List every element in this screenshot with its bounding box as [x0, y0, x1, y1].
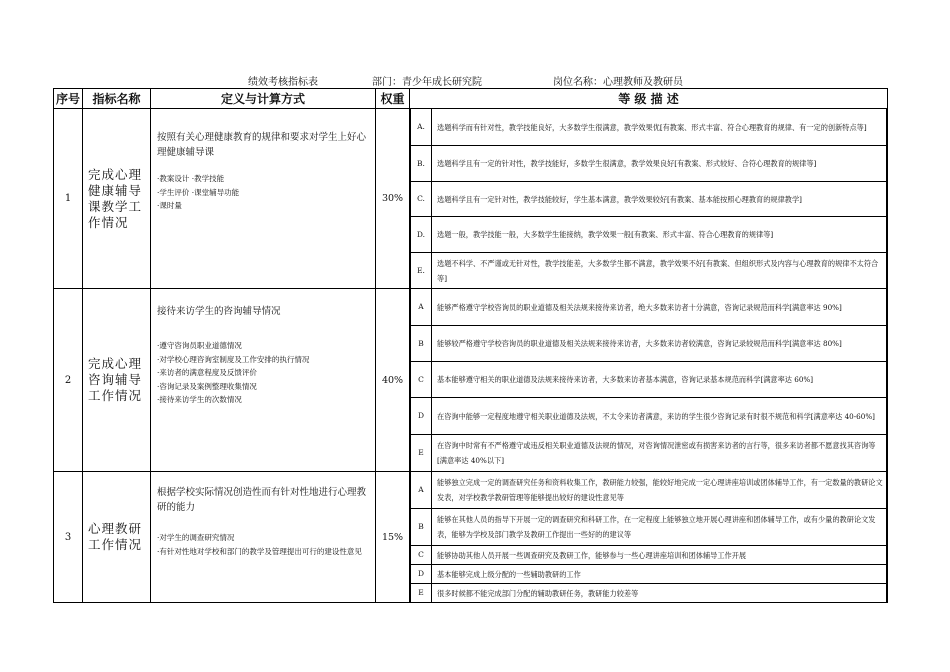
definition-item: ·教案设计 ·教学技能 [157, 174, 225, 183]
definition-item: ·有针对性地对学校和部门的教学及管理提出可行的建设性意见 [157, 546, 362, 556]
column-header-definition: 定义与计算方式 [151, 89, 376, 109]
column-header-seq: 序号 [54, 89, 83, 109]
grade-text: 选题科学且有一定针对性，教学技能较好，学生基本满意，教学效果较好[有教案、基本能按照心理教育的规律教学] [432, 181, 887, 216]
grade-row [411, 583, 887, 602]
definition-item: ·课时量 [157, 201, 182, 210]
grade-level: E. [411, 252, 432, 288]
grade-text: 能够严格遵守学校咨询员的职业道德及相关法规来接待来访者，绝大多数来访者十分满意，咨询记录规范而科学[满意率达 90%] [432, 289, 887, 325]
grade-level: C [411, 361, 432, 397]
table-row [54, 109, 888, 289]
definition-item: ·遵守咨询员职业道德情况 [157, 341, 242, 350]
definition-text: 接待来访学生的咨询辅导情况 [157, 306, 281, 317]
column-header-weight: 权重 [376, 89, 410, 109]
grade-level: C. [411, 181, 432, 216]
grade-list [410, 472, 887, 602]
weight-value: 40% [376, 289, 410, 472]
grade-row [411, 216, 887, 252]
definition-item: ·接待来访学生的次数情况 [157, 395, 242, 404]
grade-row [411, 325, 887, 361]
grade-description-cell [410, 289, 888, 472]
definition-cell [151, 109, 376, 289]
grade-level: E [411, 434, 432, 471]
kpi-table [53, 88, 888, 603]
grade-level: D [411, 397, 432, 434]
weight-value: 30% [376, 109, 410, 289]
grade-row [411, 397, 887, 434]
grade-row [411, 145, 887, 181]
grade-row [411, 434, 887, 471]
table-row [54, 289, 888, 472]
grade-text: 选题不科学、不严谨或无针对性，教学技能差，大多数学生都不满意，教学效果不好[有教案、但组织形式及内容与心理教育的规律不太符合等] [432, 252, 887, 288]
definition-item: ·对学生的调查研究情况 [157, 533, 235, 542]
definition-item: ·对学校心理咨询室制度及工作安排的执行情况 [157, 354, 310, 364]
grade-text: 能够较严格遵守学校咨询员的职业道德及相关法规来接待来访者，大多数来访者较满意，咨询记录较规范而科学[满意率达 80%] [432, 325, 887, 361]
grade-row [411, 508, 887, 545]
grade-row [411, 109, 887, 145]
grade-level: A. [411, 109, 432, 145]
grade-text: 选题一般，教学技能一般，大多数学生能接纳，教学效果一般[有教案、形式丰富、符合心理教育的规律等] [432, 216, 887, 252]
grade-level: B. [411, 145, 432, 181]
definition-text: 按照有关心理健康教育的规律和要求对学生上好心理健康辅导课 [157, 132, 367, 158]
indicator-name: 心理教研工作情况 [83, 472, 151, 603]
table-title: 绩效考核指标表 [248, 77, 318, 88]
grade-row [411, 472, 887, 508]
grade-level: B [411, 325, 432, 361]
grade-level: D [411, 564, 432, 583]
table-header-row [54, 89, 888, 109]
column-header-grades: 等 级 描 述 [410, 89, 888, 109]
definition-text: 根据学校实际情况创造性而有针对性地进行心理教研的能力 [157, 487, 367, 513]
grade-text: 很多时候都不能完成部门分配的辅助教研任务，教研能力较差等 [432, 583, 887, 602]
grade-list [410, 289, 887, 471]
grade-text: 在咨询中时常有不严格遵守或违反相关职业道德及法规的情况，对咨询情况泄密或有损害来访者的言行等，很多来访者都不愿意找其咨询等[满意率达 40%以下] [432, 434, 887, 471]
grade-level: B [411, 508, 432, 545]
grade-level: E [411, 583, 432, 602]
definition-cell [151, 289, 376, 472]
grade-description-cell [410, 472, 888, 603]
grade-text: 选题科学而有针对性，教学技能良好，大多数学生很满意，教学效果优[有教案、形式丰富、符合心理教育的规律、有一定的创新特点等] [432, 109, 887, 145]
grade-level: D. [411, 216, 432, 252]
grade-row [411, 545, 887, 564]
definition-item: ·咨询记录及案例整理收集情况 [157, 381, 257, 391]
weight-value: 15% [376, 472, 410, 603]
grade-level: A [411, 289, 432, 325]
grade-row [411, 252, 887, 288]
row-seq: 2 [54, 289, 83, 472]
row-seq: 1 [54, 109, 83, 289]
grade-text: 选题科学且有一定的针对性，教学技能好，多数学生很满意，教学效果良好[有教案、形式较好、合符心理教育的规律等] [432, 145, 887, 181]
definition-item: ·学生评价 ·课堂辅导功能 [157, 187, 240, 197]
position-label: 岗位名称：心理教师及教研员 [553, 77, 683, 88]
grade-text: 能够在其他人员的指导下开展一定的调查研究和科研工作，在一定程度上能够独立地开展心理讲座和团体辅导工作，或有少量的教研论文发表，能够为学校及部门教学及教研工作提出一些好的的建议等 [432, 508, 887, 545]
indicator-name: 完成心理咨询辅导工作情况 [83, 289, 151, 472]
indicator-name: 完成心理健康辅导课教学工作情况 [83, 109, 151, 289]
grade-row [411, 289, 887, 325]
grade-list [410, 109, 887, 288]
document-header [0, 73, 950, 87]
grade-description-cell [410, 109, 888, 289]
row-seq: 3 [54, 472, 83, 603]
table-row [54, 472, 888, 603]
grade-text: 基本能够遵守相关的职业道德及法规来接待来访者，大多数来访者基本满意，咨询记录基本规范而科学[满意率达 60%] [432, 361, 887, 397]
grade-row [411, 361, 887, 397]
grade-text: 能够独立完成一定的调查研究任务和资料收集工作，教研能力较强，能较好地完成一定心理讲座培训或团体辅导工作，有一定数量的教研论文发表，对学校教学教研管理等能够提出较好的建设性意见等 [432, 472, 887, 508]
grade-row [411, 564, 887, 583]
grade-row [411, 181, 887, 216]
grade-text: 基本能够完成上级分配的一些辅助教研的工作 [432, 564, 887, 583]
definition-cell [151, 472, 376, 603]
grade-text: 在咨询中能够一定程度地遵守相关职业道德及法规，不太令来访者满意，来访的学生很少咨询记录有时很不规范和科学[满意率达 40-60%] [432, 397, 887, 434]
grade-level: A [411, 472, 432, 508]
grade-level: C [411, 545, 432, 564]
definition-item: ·来访者的满意程度及反馈评价 [157, 368, 257, 377]
department-label: 部门：青少年成长研究院 [372, 77, 482, 88]
column-header-name: 指标名称 [83, 89, 151, 109]
grade-text: 能够协助其他人员开展一些调查研究及教研工作，能够参与一些心理讲座培训和团体辅导工作开展 [432, 545, 887, 564]
